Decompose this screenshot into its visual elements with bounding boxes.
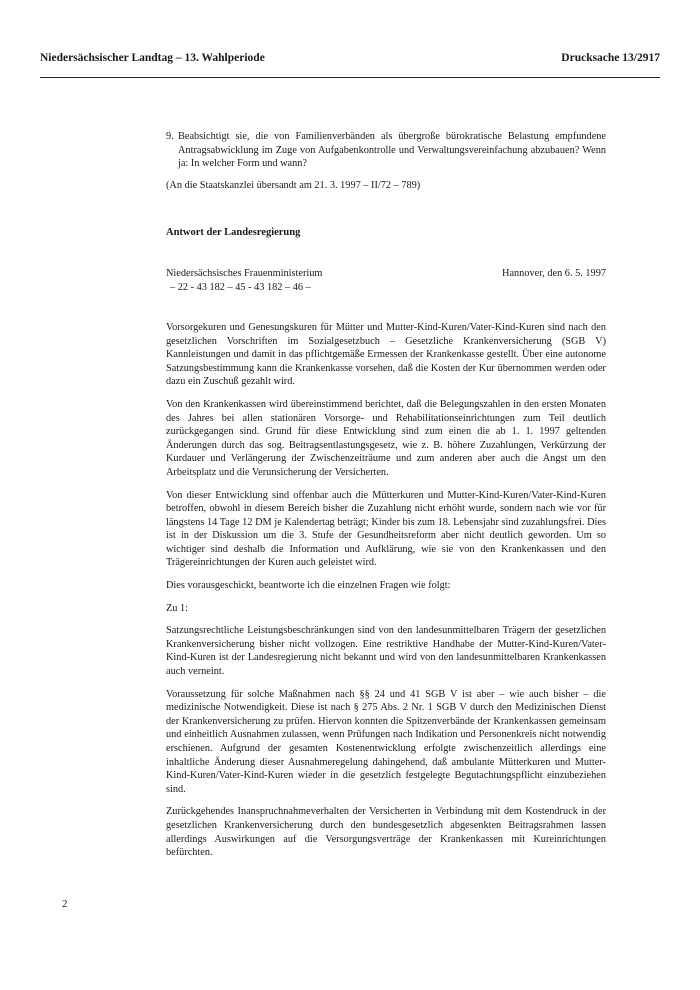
question-item	[166, 130, 606, 171]
ministry-name: Niedersächsisches Frauenministerium	[166, 267, 323, 279]
question-text: Beabsichtigt sie, die von Familienverbänden als übergroße bürokratische Belastung empfundene Antragsabwicklung im Zuge von Aufgabenkontrolle und Verwaltungsvereinfachung abzubauen? Wenn ja: In welcher Form und wann?	[178, 131, 606, 170]
paragraph: Zurückgehendes Inanspruchnahmeverhalten der Versicherten in Verbindung mit dem Kostendruck in der gesetzlichen Krankenversicherung durch den bundesgesetzlich abgesenkten Beitragsrahmen lassen allerdings Auswirkungen auf die Versorgungsverträge der Krankenkassen mit Kureinrichtungen befürchten.	[166, 806, 606, 859]
transmittal-note: (An die Staatskanzlei übersandt am 21. 3. 1997 – II/72 – 789)	[166, 179, 421, 191]
ministry-block	[166, 267, 606, 295]
paragraph: Voraussetzung für solche Maßnahmen nach §§ 24 und 41 SGB V ist aber – wie auch bisher – die medizinische Notwendigkeit. Diese ist nach § 275 Abs. 2 Nr. 1 SGB V durch den Medizinischen Dienst der Krankenversicherung zu prüfen. Hiervon konnten die Spitzenverbände der Krankenkassen gemeinsam und einheitlich Ausnahmen zulassen, wenn Prüfungen nach Indikation und Personenkreis nicht notwendig erschienen. Aufgrund der gesamten Kostenentwicklung erfolgte zwischenzeitlich allerdings eine inhaltliche Änderung dieser Ausnahmeregelung dahingehend, daß ambulante Mütterkuren und Mutter-Kind-Kuren/Vater-Kind-Kuren wieder in die gesetzlich festgelegte Begutachtungspflicht einzubeziehen sind.	[166, 688, 606, 795]
header-document-number: Drucksache 13/2917	[561, 52, 660, 64]
header-divider	[40, 77, 660, 78]
paragraph: Vorsorgekuren und Genesungskuren für Mütter und Mutter-Kind-Kuren/Vater-Kind-Kuren sind nach den gesetzlichen Vorschriften im Sozialgesetzbuch – Gesetzliche Krankenversicherung (SGB V) Kannleistungen und damit in das pflichtgemäße Ermessen der Krankenkasse gestellt. Über eine autonome Satzungsbestimmung kann die Krankenkasse vorsehen, daß die Kosten der Kur übernommen werden oder dazu ein Zuschuß gezahlt wird.	[166, 321, 606, 388]
answer-title: Antwort der Landesregierung	[166, 227, 301, 239]
question-number: 9.	[166, 131, 174, 142]
page-header	[40, 52, 660, 64]
paragraph: Dies vorausgeschickt, beantworte ich die einzelnen Fragen wie folgt:	[166, 580, 451, 592]
answer-paragraphs	[166, 321, 606, 860]
header-publication: Niedersächsischer Landtag – 13. Wahlperiode	[40, 52, 265, 64]
place-date: Hannover, den 6. 5. 1997	[502, 267, 606, 279]
paragraph: Von dieser Entwicklung sind offenbar auch die Mütterkuren und Mutter-Kind-Kuren/Vater-Kind-Kuren betroffen, obwohl in diesem Bereich bisher die Zuzahlung nicht erhöht wurde, sondern nach wie vor für längstens 14 Tage 12 DM je Kalendertag beträgt; Kinder bis zum 18. Lebensjahr sind zuzahlungsfrei. Dies ist in der Diskussion um die 3. Stufe der Gesundheitsreform aber nicht deutlich geworden. Um so wichtiger sind deshalb die Information und Aufklärung, wie sie von den Krankenkassen und den Trägereinrichtungen der Kuren auch geleistet wird.	[166, 489, 606, 569]
ministry-reference: – 22 - 43 182 – 45 - 43 182 – 46 –	[170, 281, 311, 293]
paragraph: Von den Krankenkassen wird übereinstimmend berichtet, daß die Belegungszahlen in den ersten Monaten des Jahres bei allen stationären Vorsorge- und Rehabilitationseinrichtungen zum Teil deutlich zurückgegangen sind. Grund für diese Entwicklung sind zum einen die ab 1. 1. 1997 geltenden Änderungen durch das sog. Beitragsentlastungsgesetz, wie z. B. höhere Zuzahlungen, Verkürzung der Kurdauer und Verlängerung der Zwischenzeiträume und zum anderen aber auch die Angst um den Arbeitsplatz und die Verunsicherung der Versicherten.	[166, 398, 606, 478]
page-number: 2	[62, 898, 68, 910]
paragraph: Satzungsrechtliche Leistungsbeschränkungen sind von den landesunmittelbaren Trägern der gesetzlichen Krankenversicherung bisher nicht vollzogen. Eine restriktive Handhabe der Mutter-Kind-Kuren/Vater-Kind-Kuren ist der Landesregierung nicht bekannt und wird von den landesunmittelbaren Krankenkassen auch verneint.	[166, 625, 606, 678]
answer-subheading: Zu 1:	[166, 602, 189, 614]
document-body	[166, 130, 606, 869]
